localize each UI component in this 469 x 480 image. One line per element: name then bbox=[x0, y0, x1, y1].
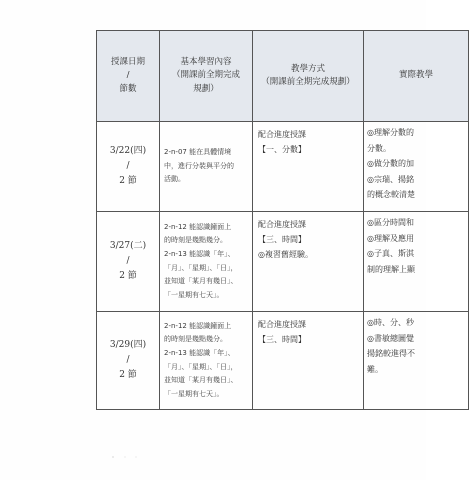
content-text: 中，進行分裝與平分的 bbox=[164, 161, 234, 170]
header-method-line: （開課前全期完成規劃） bbox=[261, 77, 355, 87]
content-cell bbox=[160, 122, 253, 212]
method-cell bbox=[253, 312, 364, 410]
header-row bbox=[97, 31, 469, 122]
scan-speck bbox=[136, 457, 137, 458]
scan-speck bbox=[125, 457, 126, 458]
header-method-line: 教學方式 bbox=[290, 63, 325, 74]
actual-text: ◎宗瑞、揚銘 bbox=[367, 174, 414, 184]
method-cell bbox=[253, 212, 364, 312]
method-text: 【一、分數】 bbox=[258, 145, 306, 155]
content-text: 2-n-12 能認識鐘面上 bbox=[164, 321, 232, 330]
method-text: ◎複習舊經驗。 bbox=[258, 250, 313, 260]
content-text: 的時刻是幾點幾分。 bbox=[164, 335, 227, 344]
method-text: 配合進度授課 bbox=[258, 130, 306, 139]
table-row bbox=[97, 312, 469, 410]
header-content-line: （開課前全期完成 bbox=[171, 70, 240, 81]
actual-cell bbox=[364, 312, 469, 410]
header-date bbox=[97, 31, 160, 122]
header-date-line: / bbox=[126, 70, 130, 81]
actual-text: ◎做分數的加 bbox=[367, 159, 414, 169]
actual-text: ◎區分時間和 bbox=[367, 218, 414, 227]
period-count: 2 節 bbox=[119, 271, 137, 282]
content-text: 2-n-07 能在具體情境 bbox=[164, 148, 232, 157]
content-text: 並知道「某月有幾日」、 bbox=[164, 376, 238, 385]
content-text: 2-n-13 能認識「年」、 bbox=[164, 348, 235, 357]
teaching-schedule-table bbox=[96, 30, 469, 410]
actual-text: ◎理解及應用 bbox=[367, 233, 414, 243]
header-actual bbox=[364, 31, 469, 122]
actual-text: ◎書敏總圖覺 bbox=[367, 333, 414, 343]
method-cell bbox=[253, 122, 364, 212]
actual-cell bbox=[364, 212, 469, 312]
table-row bbox=[97, 122, 469, 212]
header-actual-line: 實際教學 bbox=[398, 70, 433, 81]
date-separator: / bbox=[126, 160, 130, 171]
content-cell bbox=[160, 212, 253, 312]
content-text: 的時刻是幾點幾分。 bbox=[164, 236, 227, 245]
actual-cell bbox=[364, 122, 469, 212]
teaching-schedule-table-wrapper bbox=[96, 30, 433, 398]
header-content-line: 規劃） bbox=[193, 83, 219, 94]
header-date-line: 節數 bbox=[119, 83, 137, 94]
table-row bbox=[97, 212, 469, 312]
content-text: 並知道「某月有幾日」、 bbox=[164, 277, 238, 286]
content-text: 「一星期有七天」。 bbox=[164, 389, 224, 398]
period-count: 2 節 bbox=[119, 176, 137, 187]
content-text: 「月」、「星期」、「日」， bbox=[164, 362, 238, 371]
date-cell bbox=[97, 312, 160, 410]
actual-text: 制的理解上顯 bbox=[367, 264, 415, 274]
date-cell bbox=[97, 212, 160, 312]
actual-text: 分數。 bbox=[367, 143, 391, 153]
date-cell bbox=[97, 122, 160, 212]
content-cell bbox=[160, 312, 253, 410]
method-text: 配合進度授課 bbox=[258, 220, 306, 229]
content-text: 「月」、「星期」、「日」， bbox=[164, 263, 238, 272]
method-text: 【三、時間】 bbox=[258, 335, 306, 345]
content-text: 「一星期有七天」。 bbox=[164, 290, 224, 299]
actual-text: ◎理解分數的 bbox=[367, 128, 414, 137]
date-text: 3/27(二) bbox=[109, 240, 147, 251]
scan-speck bbox=[112, 456, 113, 457]
header-date-line: 授課日期 bbox=[110, 57, 145, 68]
actual-text: 揚銘較進得不 bbox=[367, 349, 415, 359]
actual-text: 的概念較清楚 bbox=[367, 190, 415, 200]
scan-specks bbox=[110, 455, 150, 459]
actual-text: 難。 bbox=[367, 364, 383, 374]
content-text: 2-n-12 能認識鐘面上 bbox=[164, 222, 232, 231]
date-separator: / bbox=[126, 255, 130, 266]
date-text: 3/22(四) bbox=[109, 145, 147, 156]
method-text: 配合進度授課 bbox=[258, 320, 306, 329]
period-count: 2 節 bbox=[119, 370, 137, 381]
actual-text: ◎時、分、秒 bbox=[367, 318, 414, 327]
content-text: 活動。 bbox=[164, 175, 185, 184]
content-text: 2-n-13 能認識「年」、 bbox=[164, 249, 235, 258]
actual-text: ◎子真、斯淇 bbox=[367, 249, 414, 259]
date-separator: / bbox=[126, 354, 130, 365]
date-text: 3/29(四) bbox=[109, 339, 147, 350]
header-content-line: 基本學習內容 bbox=[180, 57, 232, 68]
header-method bbox=[253, 31, 364, 122]
method-text: 【三、時間】 bbox=[258, 235, 306, 245]
header-content bbox=[160, 31, 253, 122]
